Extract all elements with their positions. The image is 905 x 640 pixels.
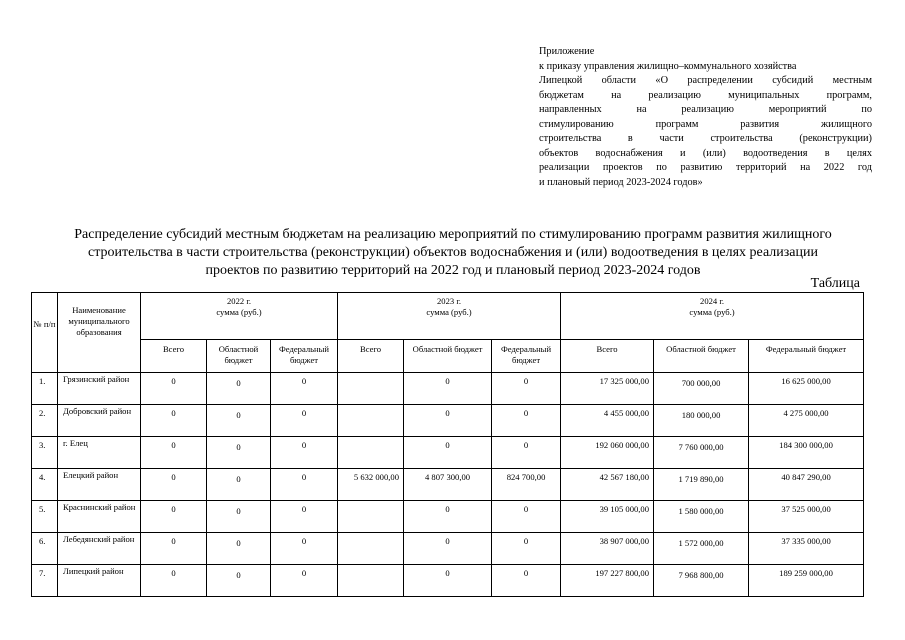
- header-year-2023: [338, 293, 561, 340]
- cell-2022-federal: 0: [271, 501, 338, 533]
- header-federal-2024: Федеральный бюджет: [749, 340, 864, 373]
- cell-2022-regional: 0: [207, 533, 271, 565]
- header-num: № п/п: [32, 293, 58, 373]
- document-title: [28, 226, 878, 280]
- row-name: Грязинский район: [58, 373, 141, 405]
- cell-2022-total: 0: [141, 405, 207, 437]
- header-regional-2024: Областной бюджет: [654, 340, 749, 373]
- cell-2022-regional: 0: [207, 565, 271, 597]
- cell-2024-total: 4 455 000,00: [561, 405, 654, 437]
- cell-2023-regional: 0: [404, 405, 492, 437]
- row-num: 7.: [32, 565, 58, 597]
- cell-2022-federal: 0: [271, 437, 338, 469]
- cell-2024-total: 197 227 800,00: [561, 565, 654, 597]
- cell-2023-federal: 0: [492, 533, 561, 565]
- row-num: 6.: [32, 533, 58, 565]
- cell-2022-total: 0: [141, 437, 207, 469]
- title-line: проектов по развитию территорий на 2022 год и плановый период 2023-2024 годов: [205, 263, 701, 278]
- year-unit: сумма (руб.): [426, 307, 472, 317]
- row-num: 1.: [32, 373, 58, 405]
- cell-2023-regional: 0: [404, 501, 492, 533]
- appendix-line: Липецкой области «О распределении субсидий местным: [539, 75, 872, 86]
- cell-2023-federal: 0: [492, 501, 561, 533]
- subsidy-table: [31, 292, 864, 597]
- appendix-block: [539, 45, 872, 190]
- header-federal-2023: Федеральный бюджет: [492, 340, 561, 373]
- cell-2023-total: [338, 437, 404, 469]
- year-unit: сумма (руб.): [216, 307, 262, 317]
- row-num: 2.: [32, 405, 58, 437]
- appendix-line: Приложение: [539, 46, 595, 57]
- header-total-2024: Всего: [561, 340, 654, 373]
- row-name: г. Елец: [58, 437, 141, 469]
- cell-2024-federal: 37 335 000,00: [749, 533, 864, 565]
- title-line: Распределение субсидий местным бюджетам на реализацию мероприятий по стимулированию программ развития жилищного: [74, 227, 832, 242]
- cell-2023-total: [338, 565, 404, 597]
- cell-2023-regional: 0: [404, 437, 492, 469]
- cell-2023-regional: 4 807 300,00: [404, 469, 492, 501]
- cell-2023-federal: 0: [492, 565, 561, 597]
- cell-2022-federal: 0: [271, 565, 338, 597]
- appendix-line: к приказу управления жилищно–коммунального хозяйства: [539, 60, 797, 72]
- appendix-line: реализации проектов по развитию территорий на 2022 год: [539, 162, 872, 173]
- row-num: 4.: [32, 469, 58, 501]
- cell-2022-federal: 0: [271, 405, 338, 437]
- row-name: Липецкий район: [58, 565, 141, 597]
- header-regional-2023: Областной бюджет: [404, 340, 492, 373]
- cell-2022-federal: 0: [271, 469, 338, 501]
- cell-2024-regional: 7 760 000,00: [654, 437, 749, 469]
- table-row: [32, 469, 864, 501]
- cell-2024-federal: 184 300 000,00: [749, 437, 864, 469]
- cell-2024-total: 42 567 180,00: [561, 469, 654, 501]
- cell-2022-total: 0: [141, 469, 207, 501]
- cell-2022-regional: 0: [207, 437, 271, 469]
- cell-2022-regional: 0: [207, 501, 271, 533]
- row-name: Добровский район: [58, 405, 141, 437]
- cell-2023-regional: 0: [404, 565, 492, 597]
- cell-2024-regional: 7 968 800,00: [654, 565, 749, 597]
- table-row: [32, 405, 864, 437]
- row-name: Краснинский район: [58, 501, 141, 533]
- appendix-line: объектов водоснабжения и (или) водоотведения в целях: [539, 147, 872, 159]
- row-name: Елецкий район: [58, 469, 141, 501]
- cell-2023-total: [338, 405, 404, 437]
- cell-2024-total: 192 060 000,00: [561, 437, 654, 469]
- title-line: строительства в части строительства (реконструкции) объектов водоснабжения и (или) водоотведения в целях реализации: [88, 245, 818, 260]
- header-total-2023: Всего: [338, 340, 404, 373]
- cell-2022-total: 0: [141, 501, 207, 533]
- table-row: [32, 501, 864, 533]
- cell-2024-regional: 1 719 890,00: [654, 469, 749, 501]
- header-regional-2022: Областной бюджет: [207, 340, 271, 373]
- cell-2023-regional: 0: [404, 373, 492, 405]
- table-row: [32, 373, 864, 405]
- cell-2024-federal: 189 259 000,00: [749, 565, 864, 597]
- cell-2024-federal: 16 625 000,00: [749, 373, 864, 405]
- cell-2024-total: 38 907 000,00: [561, 533, 654, 565]
- cell-2022-total: 0: [141, 533, 207, 565]
- cell-2024-regional: 700 000,00: [654, 373, 749, 405]
- cell-2023-total: 5 632 000,00: [338, 469, 404, 501]
- header-name: Наименование муниципального образования: [58, 293, 141, 373]
- appendix-line: строительства в части строительства (реконструкции): [539, 133, 872, 144]
- year-label: 2022 г.: [226, 296, 252, 306]
- cell-2024-federal: 37 525 000,00: [749, 501, 864, 533]
- year-label: 2024 г.: [700, 296, 725, 306]
- cell-2023-total: [338, 533, 404, 565]
- cell-2024-total: 39 105 000,00: [561, 501, 654, 533]
- table-caption: Таблица: [810, 276, 860, 291]
- cell-2023-federal: 0: [492, 437, 561, 469]
- appendix-line: направленных на реализацию мероприятий по: [539, 104, 872, 115]
- table-row: [32, 533, 864, 565]
- cell-2022-regional: 0: [207, 373, 271, 405]
- appendix-line: и плановый период 2023-2024 годов»: [539, 176, 703, 188]
- cell-2023-total: [338, 501, 404, 533]
- header-year-2022: [141, 293, 338, 340]
- cell-2023-federal: 0: [492, 373, 561, 405]
- cell-2022-total: 0: [141, 565, 207, 597]
- table-row: [32, 437, 864, 469]
- cell-2024-regional: 180 000,00: [654, 405, 749, 437]
- header-year-2024: [561, 293, 864, 340]
- cell-2023-regional: 0: [404, 533, 492, 565]
- cell-2024-regional: 1 580 000,00: [654, 501, 749, 533]
- cell-2023-federal: 824 700,00: [492, 469, 561, 501]
- year-label: 2023 г.: [437, 296, 462, 306]
- cell-2023-total: [338, 373, 404, 405]
- row-num: 5.: [32, 501, 58, 533]
- appendix-line: бюджетам на реализацию муниципальных программ,: [539, 89, 872, 101]
- row-num: 3.: [32, 437, 58, 469]
- cell-2022-regional: 0: [207, 405, 271, 437]
- cell-2024-regional: 1 572 000,00: [654, 533, 749, 565]
- cell-2022-federal: 0: [271, 373, 338, 405]
- appendix-line: стимулированию программ развития жилищного: [539, 118, 872, 130]
- header-federal-2022: Федеральный бюджет: [271, 340, 338, 373]
- cell-2022-total: 0: [141, 373, 207, 405]
- row-name: Лебедянский район: [58, 533, 141, 565]
- cell-2024-federal: 40 847 290,00: [749, 469, 864, 501]
- cell-2024-federal: 4 275 000,00: [749, 405, 864, 437]
- cell-2022-federal: 0: [271, 533, 338, 565]
- year-unit: сумма (руб.): [689, 307, 735, 317]
- cell-2022-regional: 0: [207, 469, 271, 501]
- table-row: [32, 565, 864, 597]
- cell-2023-federal: 0: [492, 405, 561, 437]
- header-total-2022: Всего: [141, 340, 207, 373]
- cell-2024-total: 17 325 000,00: [561, 373, 654, 405]
